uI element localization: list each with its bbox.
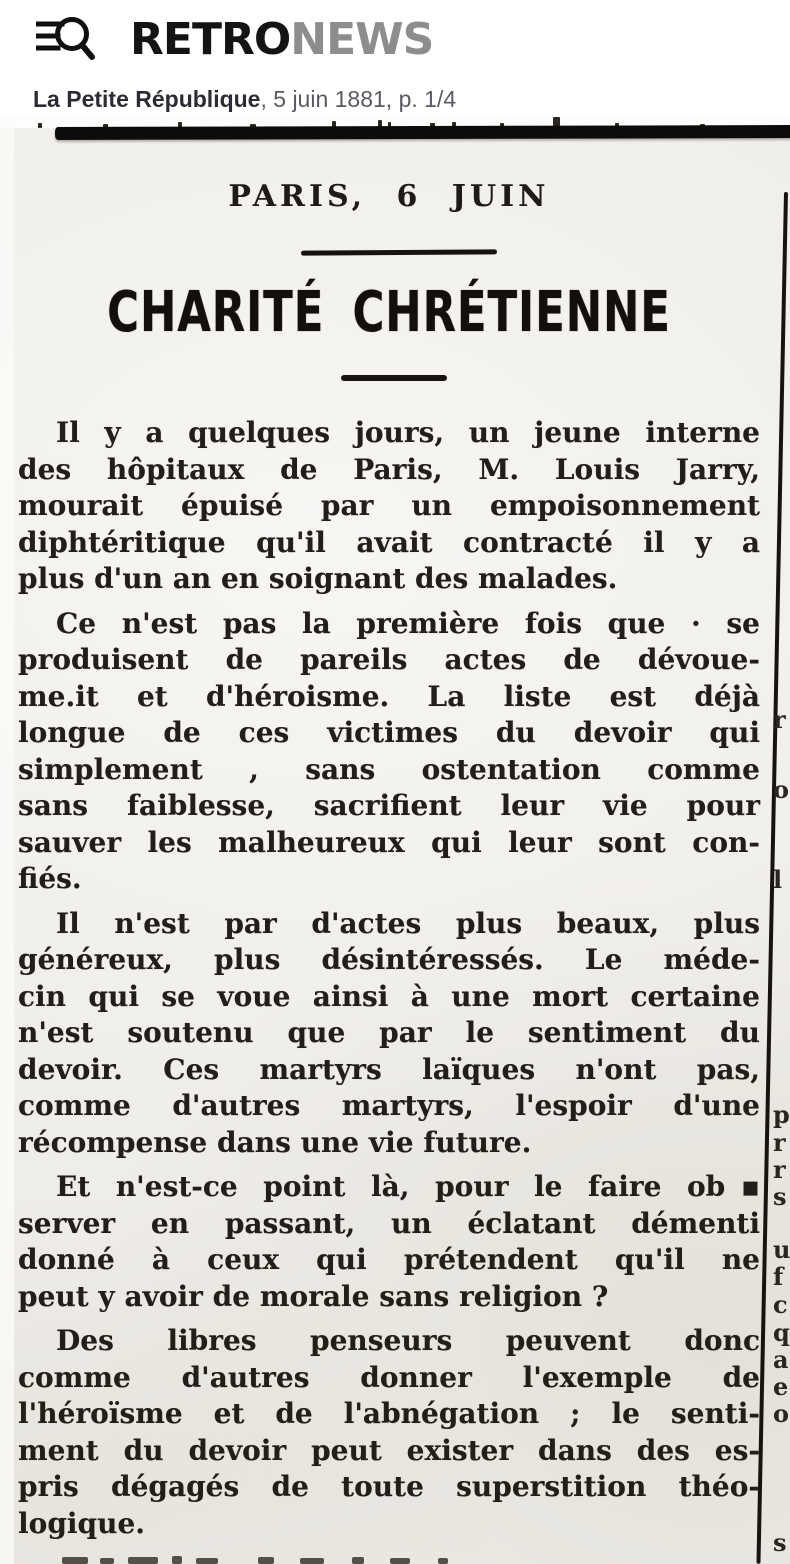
article-line: cin qui se voue ainsi à une mort certaine [18,979,760,1013]
article-headline: CHARITÉ CHRÉTIENNE [107,279,671,345]
paragraph [18,606,760,898]
article-line: des hôpitaux de Paris, M. Louis Jarry, [18,452,760,486]
fragment-letter: s [773,1528,787,1557]
article-line: logique. [18,1506,146,1540]
newspaper-scan-viewer[interactable] [0,117,790,1564]
fragment-letter: u [773,1235,790,1264]
cutoff-text-mark [300,1558,324,1564]
article-line: récompense dans une vie future. [18,1125,532,1159]
fragment-letter: f [773,1262,784,1291]
article-line: généreux, plus désintéressés. Le méde- [18,943,760,976]
fragment-letter: q [773,1318,790,1347]
scan-left-margin [0,117,14,1564]
article-line: Des libres penseurs peuvent donc [56,1324,760,1357]
article-line: comme d'autres martyrs, l'espoir d'une [18,1089,760,1122]
article-line: server en passant, un éclatant démenti [18,1206,760,1240]
fragment-letter: r [773,1128,786,1157]
cutoff-text-mark [196,1558,218,1564]
cutoff-text-mark [100,1558,114,1564]
fragment-letter: o [773,1399,790,1428]
fragment-letter: c [773,1290,788,1319]
article-line: produisent de pareils actes de dévoue- [18,643,760,676]
article-line: plus d'un an en soignant des malades. [18,562,618,595]
publication-meta: , 5 juin 1881, p. 1/4 [260,86,457,112]
fragment-letter: e [773,1372,789,1401]
cutoff-text-mark [62,1557,88,1564]
cutoff-text-mark [172,1556,182,1564]
article-line: n'est soutenu que par le sentiment du [18,1016,760,1049]
logo-text-retro: RETRO [130,14,291,65]
article-line: comme d'autres donner l'exemple de [18,1360,760,1394]
cutoff-text-mark [352,1557,364,1564]
breadcrumb [33,85,456,113]
site-header [0,0,790,117]
article-line: Il n'est par d'actes plus beaux, plus [56,906,760,940]
article-line: longue de ces victimes du devoir qui [18,716,760,749]
cutoff-text-mark [438,1558,448,1564]
paragraph [18,1323,760,1542]
dateline-rule [301,249,497,255]
article-line: mourait épuisé par un empoisonnement [18,489,760,522]
fragment-letter: p [773,1100,790,1129]
article-line: ment du devoir peut exister dans des es- [18,1433,760,1467]
article-line: sans faiblesse, sacrifient leur vie pour [18,789,760,822]
article-line: diphtéritique qu'il avait contracté il y a [18,525,760,559]
article-column [18,117,760,1550]
article-text [18,415,760,1542]
article-line: Il y a quelques jours, un jeune interne [56,416,760,449]
retronews-logo[interactable] [130,14,433,66]
search-menu-icon[interactable] [36,14,98,66]
fragment-letter: r [773,705,786,734]
fragment-letter: a [773,1345,789,1374]
headline-rule [341,375,447,381]
fragment-letter: o [773,775,790,804]
article-line: fiés. [18,862,82,895]
fragment-letter: s [773,1182,787,1211]
article-line: devoir. Ces martyrs laïques n'ont pas, [18,1052,760,1086]
article-line: peut y avoir de morale sans religion ? [18,1279,609,1313]
publication-title: La Petite République [33,86,261,112]
paragraph [18,415,760,598]
logo-row [36,12,433,68]
article-line: me.it et d'héroisme. La liste est déjà [18,679,760,713]
fragment-letter: l [773,865,783,894]
logo-text-news: NEWS [290,14,434,65]
cutoff-text-mark [128,1557,158,1564]
paragraph [18,1169,760,1315]
article-line: donné à ceux qui prétendent qu'il ne [18,1243,760,1276]
article-line: simplement , sans ostentation comme [18,752,760,786]
article-line: pris dégagés de toute superstition théo- [18,1470,760,1503]
cutoff-text-mark [390,1558,410,1564]
paragraph [18,906,760,1162]
article-line: Et n'est-ce point là, pour le faire ob▪ [56,1170,760,1203]
article-line: l'héroïsme et de l'abnégation ; le senti- [18,1397,760,1430]
cutoff-text-mark [258,1557,274,1564]
article-dateline: PARIS, 6 JUIN [228,179,550,214]
article-line: Ce n'est pas la première fois que · se [56,606,760,640]
fragment-letter: r [773,1155,786,1184]
article-line: sauver les malheureux qui leur sont con- [18,825,760,859]
